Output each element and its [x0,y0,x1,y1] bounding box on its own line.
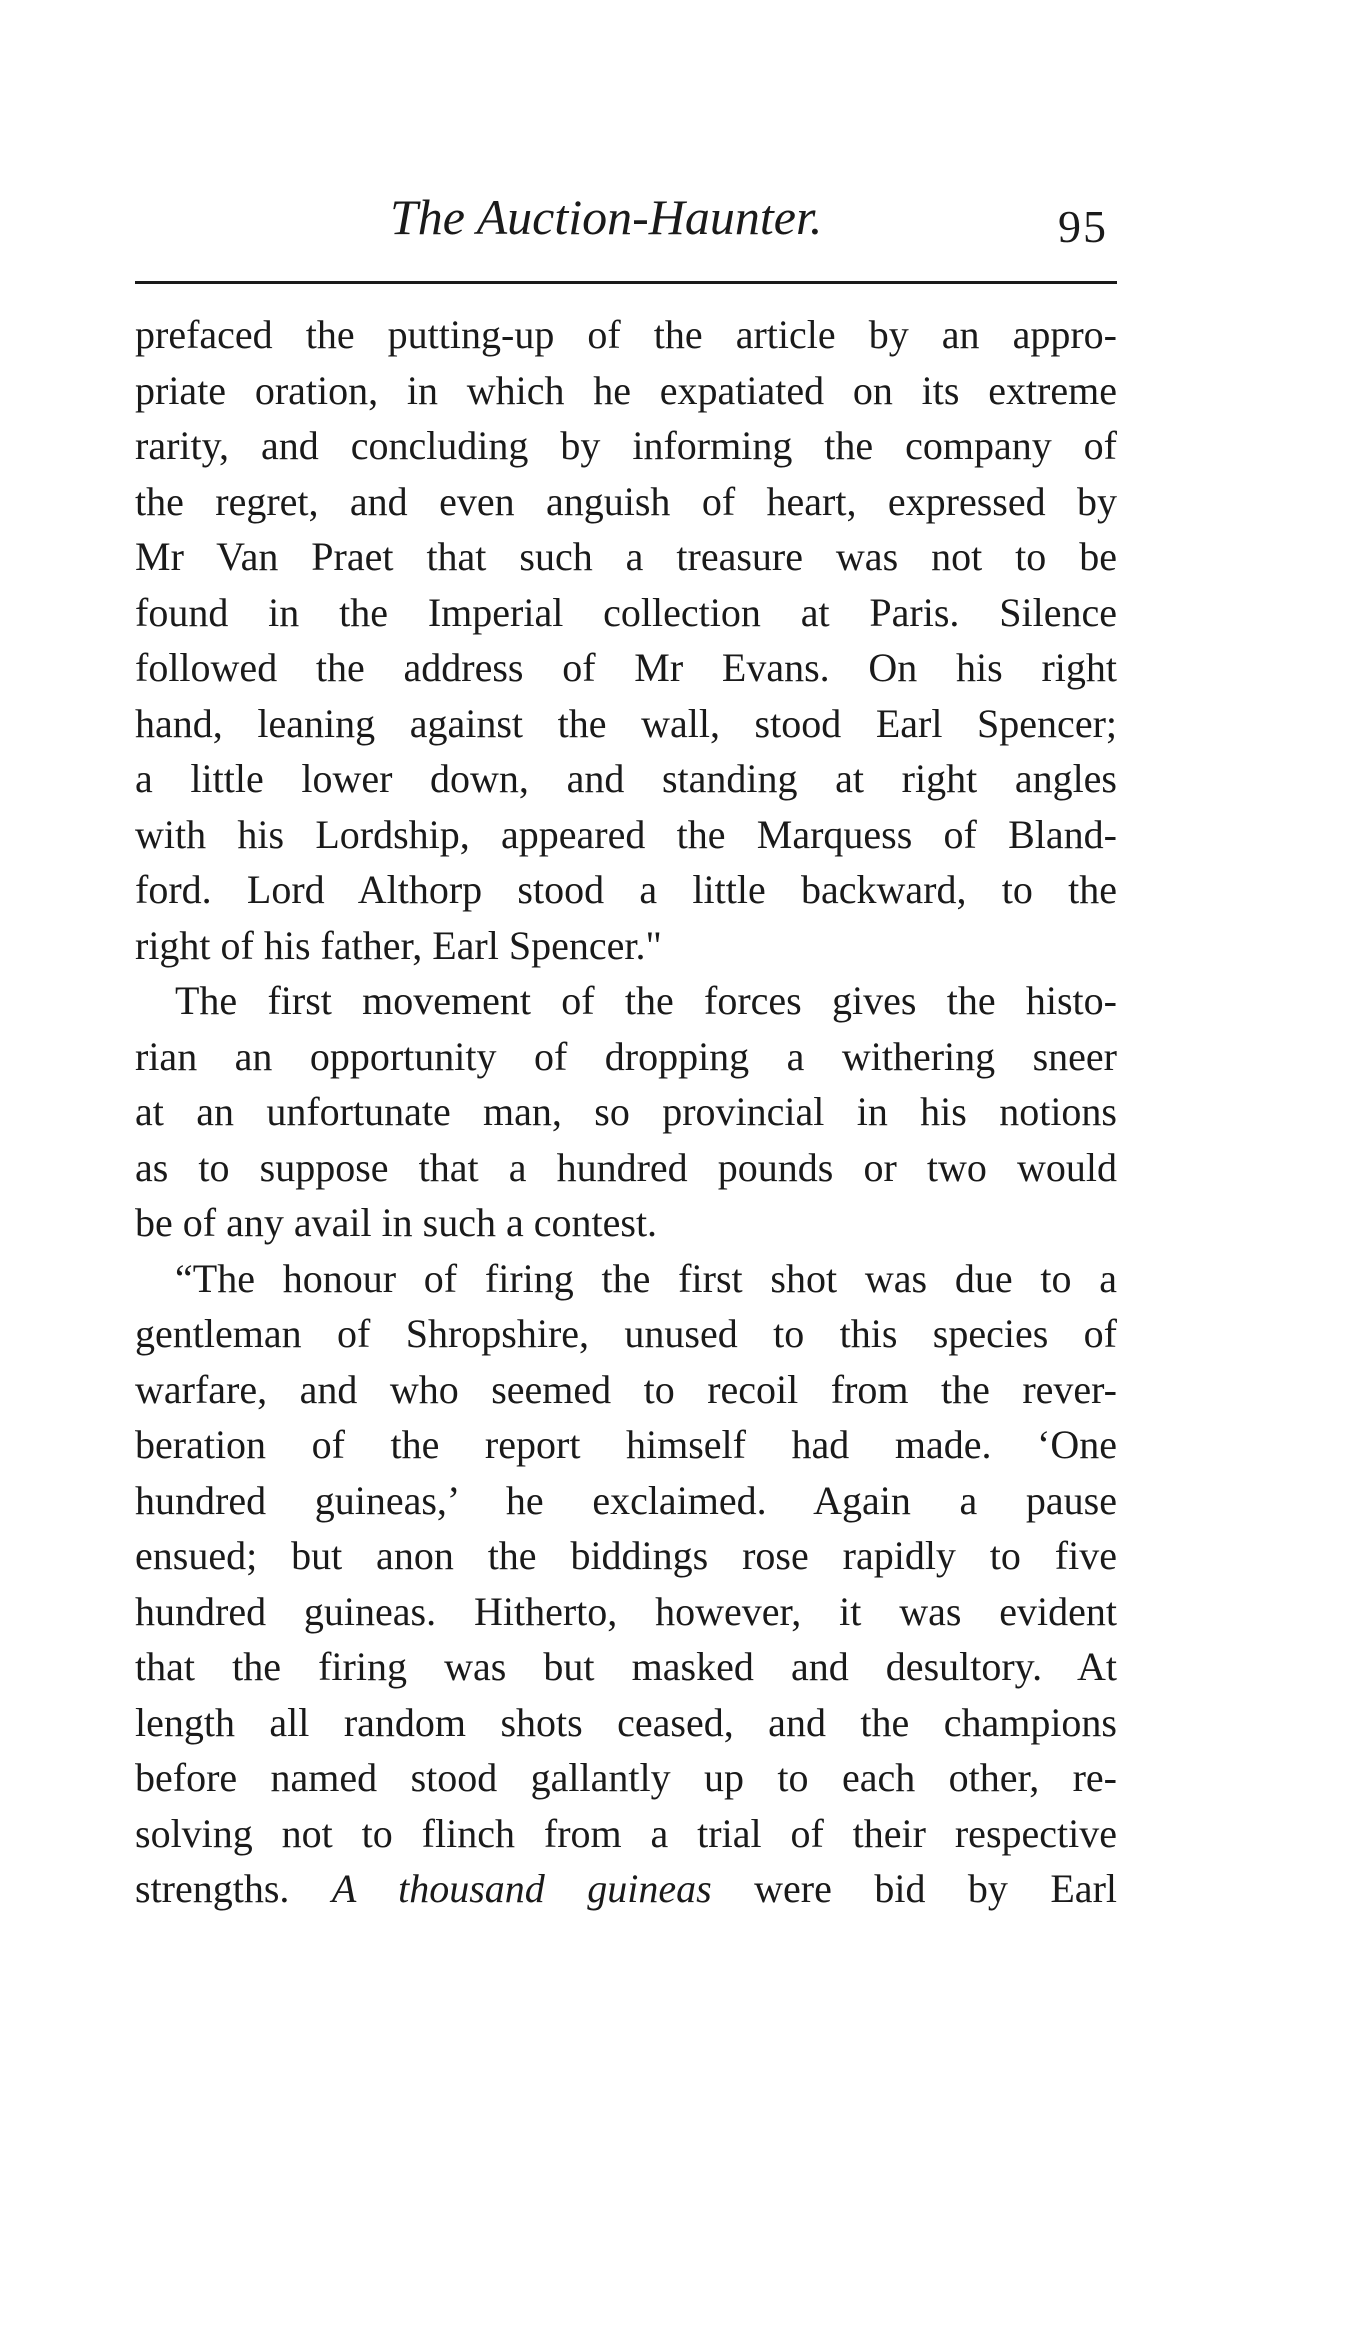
text-line: ensued; but anon the biddings rose rapidly to five [135,1533,1117,1578]
final-text-line [135,1861,1117,1917]
page-number: 95 [1058,201,1108,252]
text-line: be of any avail in such a contest. [135,1200,658,1245]
text-line: length all random shots ceased, and the champions [135,1699,1117,1745]
final-line-pre: strengths. [135,1866,290,1911]
text-line: beration of the report himself had made. ‘One [135,1422,1117,1467]
final-line-post: were bid by Earl [754,1866,1117,1911]
text-line: as to suppose that a hundred pounds or two would [135,1144,1117,1190]
text-line: the regret, and even anguish of heart, expressed by [135,478,1117,524]
running-title: The Auction-Haunter. [390,189,823,245]
text-line: rarity, and concluding by informing the company of [135,423,1117,468]
text-line: found in the Imperial collection at Paris. Silence [135,589,1117,635]
text-line: at an unfortunate man, so provincial in his notions [135,1089,1117,1134]
text-line: followed the address of Mr Evans. On his right [135,645,1117,690]
text-line: “The honour of firing the first shot was due to a [175,1255,1117,1301]
text-line: rian an opportunity of dropping a withering sneer [135,1033,1117,1079]
text-line: hundred guineas. Hitherto, however, it was evident [135,1588,1117,1634]
text-line: hand, leaning against the wall, stood Earl Spencer; [135,700,1117,746]
text-line: that the firing was but masked and desultory. At [135,1644,1117,1689]
text-line: before named stood gallantly up to each other, re- [135,1755,1117,1800]
text-line: Mr Van Praet that such a treasure was not to be [135,534,1117,579]
text-line: a little lower down, and standing at right angles [135,756,1117,801]
text-line: right of his father, Earl Spencer." [135,922,662,968]
text-line: warfare, and who seemed to recoil from the rever- [135,1366,1117,1412]
text-line: gentleman of Shropshire, unused to this species of [135,1311,1117,1356]
text-line: The first movement of the forces gives the histo- [175,978,1117,1023]
text-line: ford. Lord Althorp stood a little backward, to the [135,867,1117,912]
text-line: with his Lordship, appeared the Marquess of Bland- [135,811,1117,857]
text-line: prefaced the putting-up of the article by an appro- [135,312,1117,357]
italic-phrase: A thousand guineas [331,1866,712,1911]
header-rule [135,281,1117,284]
text-line: solving not to flinch from a trial of their respective [135,1810,1117,1856]
body-text [135,307,1117,1917]
text-line: hundred guineas,’ he exclaimed. Again a pause [135,1477,1117,1523]
text-line: priate oration, in which he expatiated on its extreme [135,367,1117,413]
